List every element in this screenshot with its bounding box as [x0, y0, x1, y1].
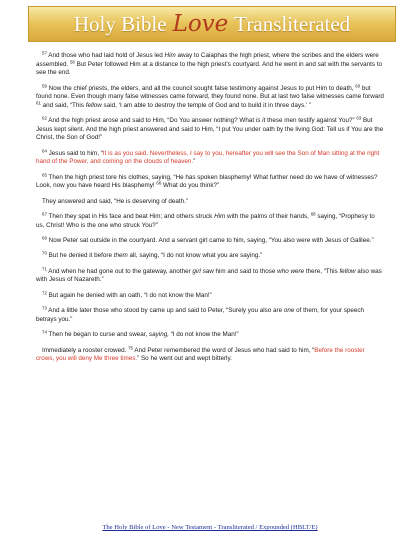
verse-text: saw him and said to those — [200, 267, 278, 275]
verse-number: 59 — [42, 83, 47, 89]
verse-text: who were — [277, 267, 305, 275]
verse-text: Jesus said to him, “ — [46, 149, 103, 157]
verse-text: And those who had laid hold of Jesus led — [46, 52, 165, 59]
verse-text: Now the chief priests, the elders, and all the council sought false testimony against Jesus to put Him to death, — [46, 84, 356, 92]
verse-text: Then they spat in His face and beat Him; and others struck — [46, 213, 215, 221]
verse-paragraph — [36, 237, 384, 246]
jesus-words-text: It is as you said. Nevertheless, I say to you, hereafter you will see the Son of Man sitting at the right hand of the Power, and coming on the clouds of heaven. — [36, 149, 380, 166]
verse-text: And a little later those who stood by came up and said to Peter, “Surely you also are — [46, 307, 284, 315]
verse-paragraph — [36, 213, 384, 230]
banner-title-love: Love — [172, 11, 229, 37]
verse-text: these men testify against You?” — [265, 117, 357, 125]
verse-text: all, saying, “I do not know what you are saying.” — [127, 252, 263, 260]
verse-text: But Peter followed Him at a distance to the high priest’s courtyard. And he went in and sat with the servants to see the end. — [36, 60, 383, 77]
verse-paragraph — [36, 292, 384, 301]
verse-text: with the palms of their hands, — [225, 213, 311, 221]
verse-text: Him — [164, 52, 176, 59]
verse-text: also was with Jesus of Nazareth.” — [36, 267, 382, 284]
header-banner — [28, 6, 396, 42]
verse-paragraph — [36, 85, 384, 111]
verse-text: them — [113, 252, 128, 260]
verse-text: saying, — [149, 331, 169, 339]
verse-number: 64 — [42, 148, 47, 154]
verse-text: Now Peter sat outside in the courtyard. And a servant girl came to him, saying, “You also were with Jesus of Galilee.” — [46, 237, 374, 245]
verse-paragraph — [36, 198, 384, 207]
verse-number: 75 — [128, 345, 133, 351]
verse-paragraph — [36, 307, 384, 324]
footer-link[interactable]: The Holy Bible of Love - New Testament - Transliterated / Expounded (HBLT/E) — [102, 524, 318, 531]
verse-paragraph — [36, 252, 384, 261]
verse-text: fellow — [85, 101, 102, 109]
verse-text: saying, “Prophesy to us, Christ! Who is the one who struck You?” — [36, 213, 375, 229]
verse-paragraph — [36, 347, 384, 364]
verse-text: but found none. Even though many false witnesses came forward, they found none. But at last two false witnesses came forward — [36, 84, 384, 101]
verse-text: is it — [255, 117, 266, 125]
verse-text: But he denied it before — [46, 252, 114, 260]
verse-number: 69 — [42, 235, 47, 241]
verse-text: And the high priest arose and said to Him, “Do You answer nothing? What — [46, 117, 256, 125]
verse-number: 67 — [42, 211, 47, 217]
verse-text: Then the high priest tore his clothes, saying, “He has spoken blasphemy! What further need do we have of witnesses? Look, now you have heard His blasphemy! — [36, 173, 378, 190]
verse-text: Him — [214, 213, 226, 221]
verse-number: 71 — [42, 266, 47, 272]
verse-number: 72 — [42, 290, 47, 296]
verse-text: But again he denied with an oath, “I do not know the Man!” — [46, 291, 212, 299]
scripture-text — [36, 52, 384, 371]
verse-number: 73 — [42, 305, 47, 311]
verse-number: 60 — [355, 83, 361, 89]
verse-text: girl — [192, 267, 201, 275]
verse-number: 66 — [156, 180, 162, 186]
verse-text: ” — [193, 158, 196, 166]
verse-paragraph — [36, 52, 384, 78]
verse-number: 58 — [69, 59, 75, 65]
verse-text: They answered and said, “He is deserving of death.” — [42, 197, 188, 205]
verse-text: Immediately a rooster crowed. — [42, 346, 129, 354]
verse-paragraph — [36, 331, 384, 340]
verse-text: and said, “This — [40, 101, 86, 109]
verse-text: But Jesus kept silent. And the high priest answered and said to Him, “I put You under oath by the living God: Tell us if You are the Christ, the Son of God!” — [36, 117, 384, 142]
verse-paragraph — [36, 150, 384, 167]
verse-number: 63 — [356, 115, 362, 121]
verse-text: “I do not know the Man!” — [168, 331, 239, 339]
verse-paragraph — [36, 117, 384, 143]
verse-text: said, ‘I am able to destroy the temple of God and to build it in three days.’ ” — [101, 101, 311, 109]
verse-number: 62 — [42, 115, 47, 121]
verse-text: Then he began to curse and swear, — [46, 331, 149, 339]
verse-paragraph — [36, 174, 384, 191]
verse-text: of them, for your speech betrays you.” — [36, 307, 365, 323]
verse-text: And when he had gone out to the gateway, another — [46, 267, 193, 275]
verse-text: away to Caiaphas the high priest, where the scribes and the elders were assembled. — [36, 52, 379, 68]
verse-text: one — [283, 307, 295, 315]
verse-number: 68 — [310, 211, 316, 217]
verse-text: And Peter remembered the word of Jesus who had said to him, “ — [132, 346, 315, 354]
verse-text: What do you think?” — [161, 182, 220, 190]
verse-number: 61 — [36, 100, 41, 106]
verse-number: 57 — [42, 50, 47, 56]
verse-text: ” So he went out and wept bitterly. — [137, 355, 232, 363]
verse-number: 74 — [42, 329, 47, 335]
verse-paragraph — [36, 268, 384, 285]
banner-title-holy-bible: Holy Bible — [73, 11, 167, 36]
verse-text: fellow — [339, 267, 356, 275]
banner-title-transliterated: Transliterated — [234, 11, 351, 36]
verse-number: 70 — [42, 251, 47, 257]
verse-text: there, “This — [304, 267, 340, 275]
jesus-words-text: Before the rooster crows, you will deny Me three times. — [36, 346, 365, 363]
verse-number: 65 — [42, 172, 47, 178]
